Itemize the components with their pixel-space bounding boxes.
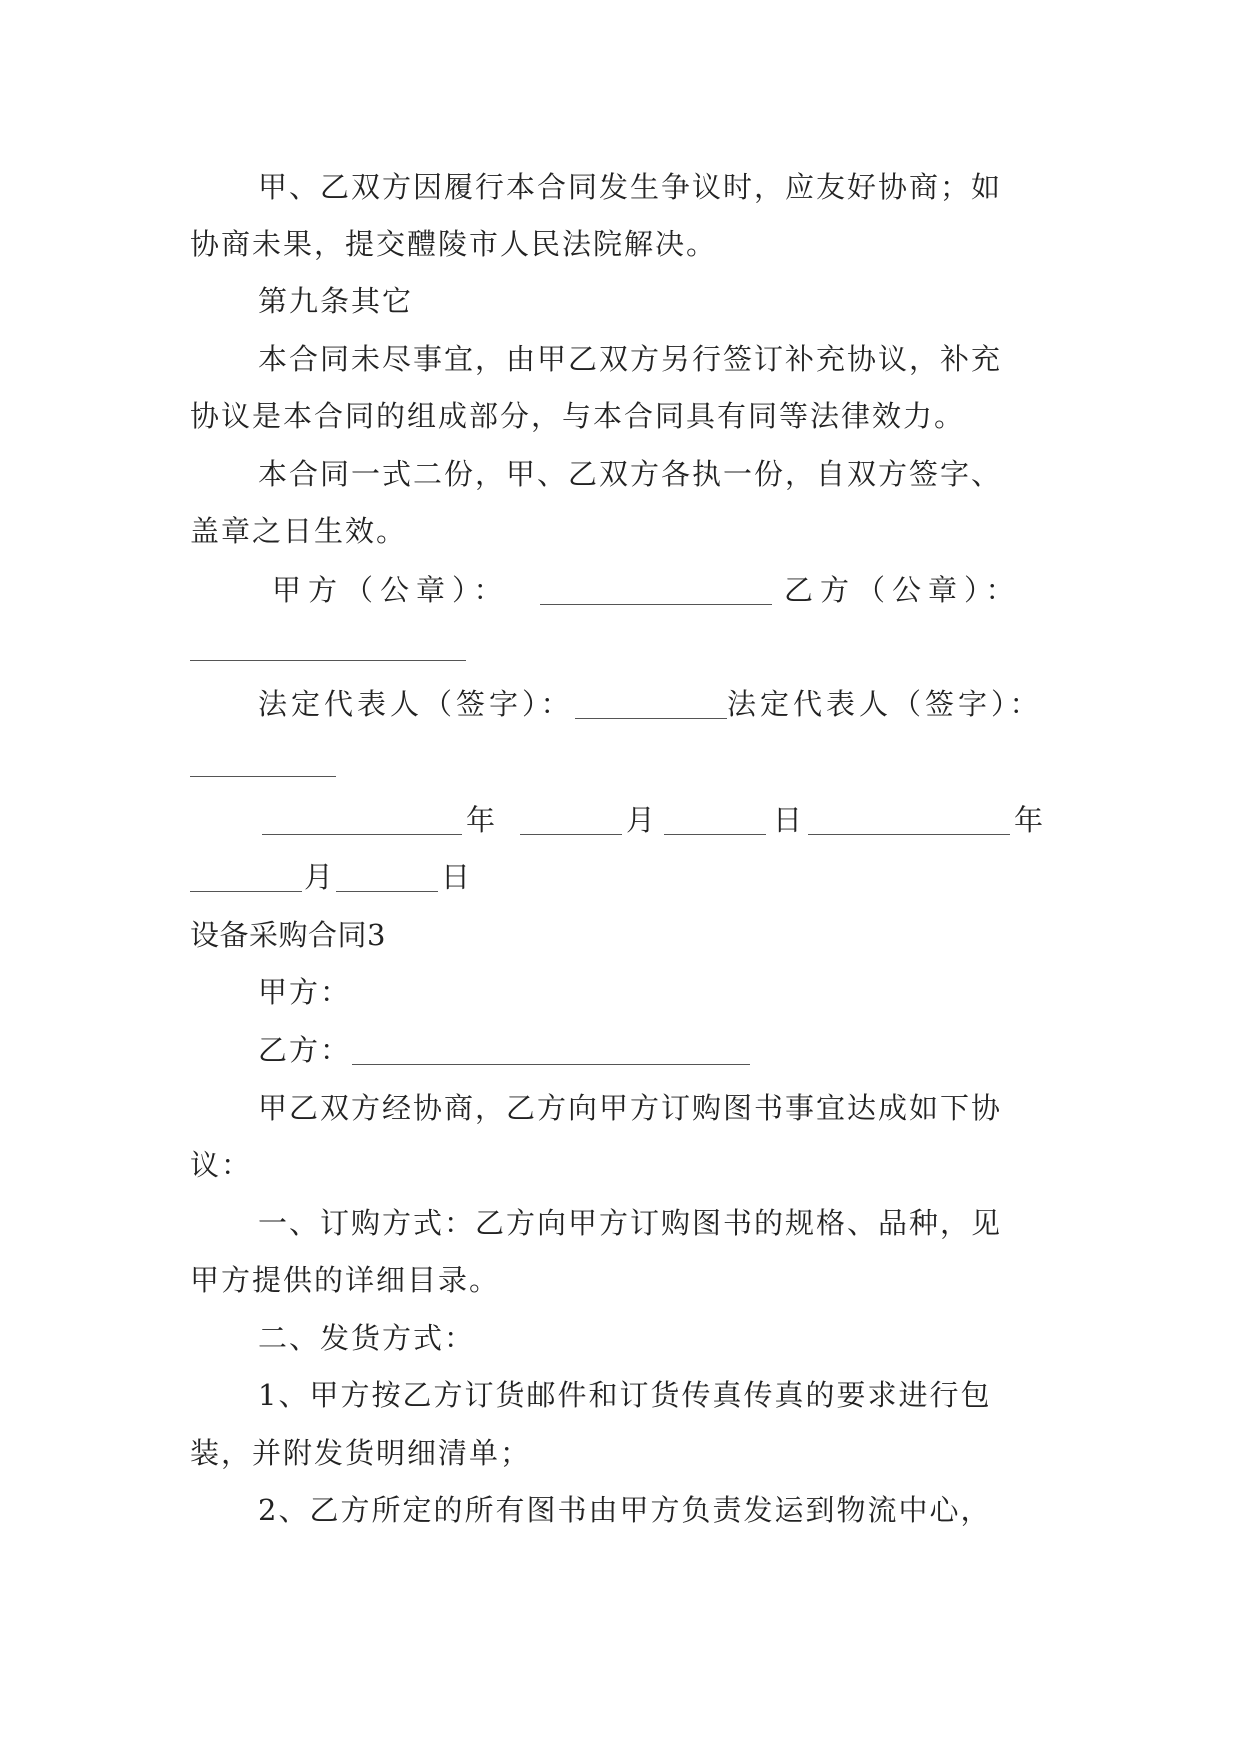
- party-a-representative-blank: [575, 718, 727, 719]
- contract-title: 设备采购合同3: [190, 918, 386, 952]
- paragraph-supplement-line-2: 协议是本合同的组成部分，与本合同具有同等法律效力。: [190, 399, 966, 433]
- clause-one-line-1: 一、订购方式：乙方向甲方订购图书的规格、品种，见: [258, 1206, 1003, 1240]
- party-a-year-label: 年: [466, 803, 498, 837]
- party-a-day-blank: [664, 834, 766, 835]
- party-a-month-blank: [520, 834, 622, 835]
- item-one-line-2: 装，并附发货明细清单；: [190, 1436, 532, 1470]
- paragraph-agreement-line-2: 议：: [190, 1148, 253, 1182]
- paragraph-dispute-line-1: 甲、乙双方因履行本合同发生争议时，应友好协商；如: [258, 170, 1003, 204]
- item-one-line-1: 1、甲方按乙方订货邮件和订货传真传真的要求进行包: [258, 1378, 992, 1412]
- party-a-representative-label: 法定代表人（签字）：: [258, 687, 574, 721]
- party-b-representative-label: 法定代表人（签字）：: [727, 687, 1043, 721]
- party-b-month-blank: [190, 891, 302, 892]
- party-b-year-blank: [808, 834, 1010, 835]
- party-a-year-blank: [262, 834, 462, 835]
- party-a-seal-blank: [540, 604, 772, 605]
- party-b-seal-blank: [190, 660, 466, 661]
- paragraph-copies-line-1: 本合同一式二份，甲、乙双方各执一份，自双方签字、: [258, 457, 1003, 491]
- party-b-year-label: 年: [1014, 803, 1046, 837]
- paragraph-agreement-line-1: 甲乙双方经协商，乙方向甲方订购图书事宜达成如下协: [258, 1091, 1003, 1125]
- party-a-seal-label: 甲方（公章）：: [272, 573, 510, 607]
- party-a-day-label: 日: [773, 803, 805, 837]
- party-b-day-label: 日: [441, 860, 473, 894]
- party-b-blank: [352, 1064, 750, 1065]
- party-a-label: 甲方：: [258, 975, 352, 1009]
- party-b-day-blank: [336, 891, 438, 892]
- party-a-month-label: 月: [626, 803, 658, 837]
- party-b-label: 乙方：: [258, 1033, 352, 1067]
- paragraph-copies-line-2: 盖章之日生效。: [190, 514, 408, 548]
- clause-two-heading: 二、发货方式：: [258, 1321, 476, 1355]
- party-b-representative-blank: [190, 776, 336, 777]
- party-b-seal-label: 乙方（公章）：: [784, 573, 1022, 607]
- party-b-month-label: 月: [304, 860, 336, 894]
- clause-one-line-2: 甲方提供的详细目录。: [190, 1263, 501, 1297]
- paragraph-dispute-line-2: 协商未果，提交醴陵市人民法院解决。: [190, 227, 718, 261]
- item-two-line-1: 2、乙方所定的所有图书由甲方负责发运到物流中心，: [258, 1493, 992, 1527]
- paragraph-supplement-line-1: 本合同未尽事宜，由甲乙双方另行签订补充协议，补充: [258, 342, 1003, 376]
- article-nine-heading: 第九条其它: [258, 284, 414, 318]
